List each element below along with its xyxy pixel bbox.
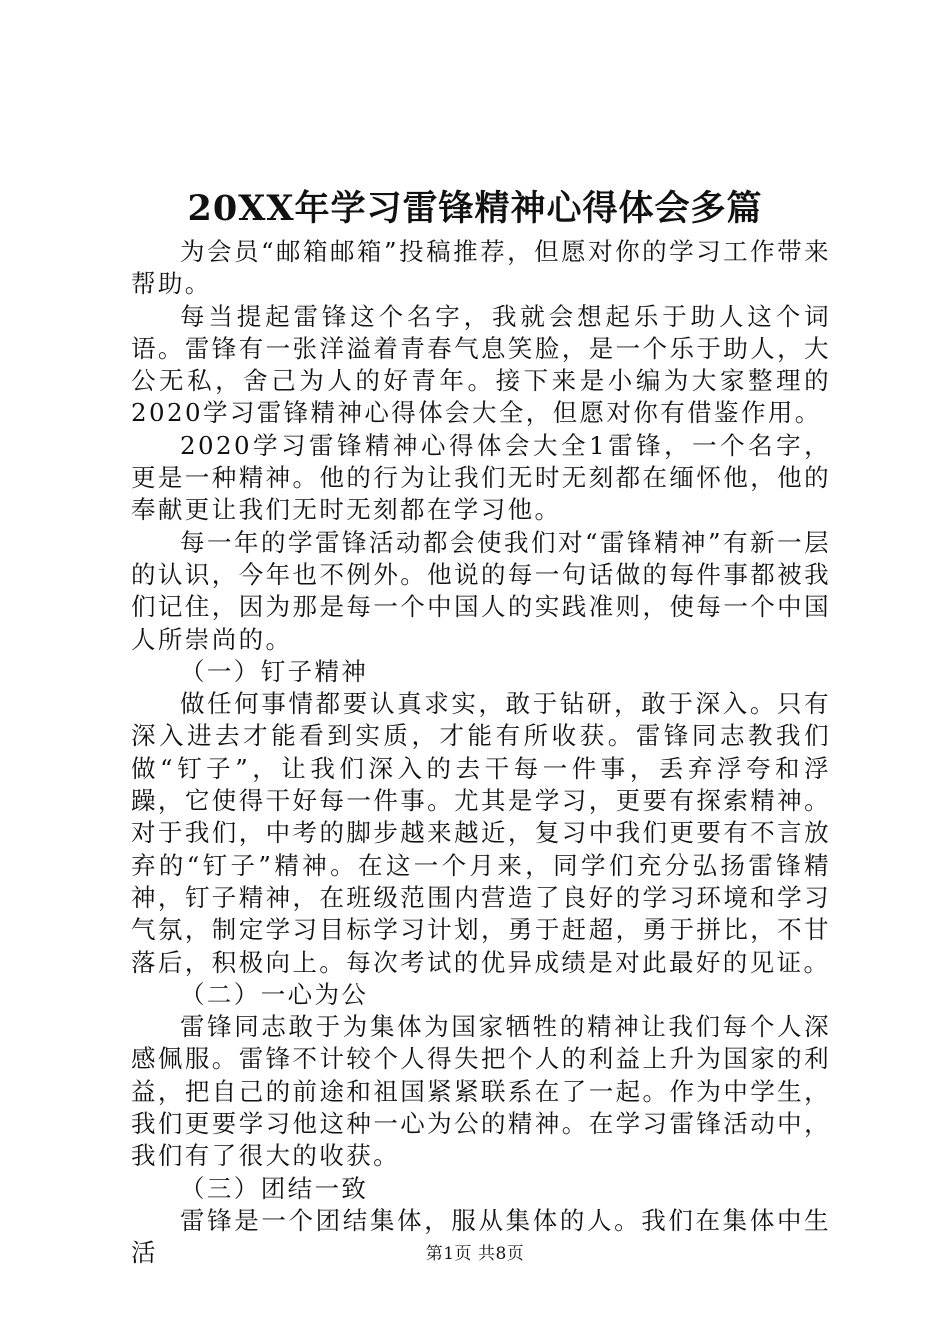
paragraph: 雷锋是一个团结集体，服从集体的人。我们在集体中生活 — [131, 1205, 831, 1268]
section-heading-nail-spirit: （一）钉子精神 — [180, 656, 369, 686]
paragraph: 每当提起雷锋这个名字，我就会想起乐于助人这个词语。雷锋有一张洋溢着青春气息笑脸，是一个乐于助人，大公无私，舍己为人的好青年。接下来是小编为大家整理的2020学习雷锋精神心得体会大全，但愿对你有借鉴作用。 — [131, 301, 831, 428]
section-heading-unity: （三）团结一致 — [180, 1173, 369, 1203]
paragraph: 每一年的学雷锋活动都会使我们对“雷锋精神”有新一层的认识，今年也不例外。他说的每一句话做的每件事都被我们记住，因为那是每一个中国人的实践准则，使每一个中国人所崇尚的。 — [131, 527, 831, 654]
page-footer: 第1页 共8页 — [425, 1244, 525, 1264]
paragraph: 2020学习雷锋精神心得体会大全1雷锋，一个名字，更是一种精神。他的行为让我们无时无刻都在缅怀他，他的奉献更让我们无时无刻都在学习他。 — [131, 430, 831, 525]
page-title: 20XX年学习雷锋精神心得体会多篇 — [187, 188, 763, 229]
paragraph: 雷锋同志敢于为集体为国家牺牲的精神让我们每个人深感佩服。雷锋不计较个人得失把个人的利益上升为国家的利益，把自己的前途和祖国紧紧联系在了一起。作为中学生，我们更要学习他这种一心为公的精神。在学习雷锋活动中，我们有了很大的收获。 — [131, 1012, 831, 1171]
paragraph: 为会员“邮箱邮箱”投稿推荐，但愿对你的学习工作带来帮助。 — [131, 237, 831, 299]
document-body — [131, 236, 831, 1270]
section-heading-selfless: （二）一心为公 — [180, 979, 369, 1009]
paragraph: 做任何事情都要认真求实，敢于钻研，敢于深入。只有深入进去才能看到实质，才能有所收获。雷锋同志教我们做“钉子”，让我们深入的去干每一件事，丢弃浮夸和浮躁，它使得干好每一件事。尤其是学习，更要有探索精神。对于我们，中考的脚步越来越近，复习中我们更要有不言放弃的“钉子”精神。在这一个月来，同学们充分弘扬雷锋精神，钉子精神，在班级范围内营造了良好的学习环境和学习气氛，制定学习目标学习计划，勇于赶超，勇于拼比，不甘落后，积极向上。每次考试的优异成绩是对此最好的见证。 — [131, 689, 831, 977]
